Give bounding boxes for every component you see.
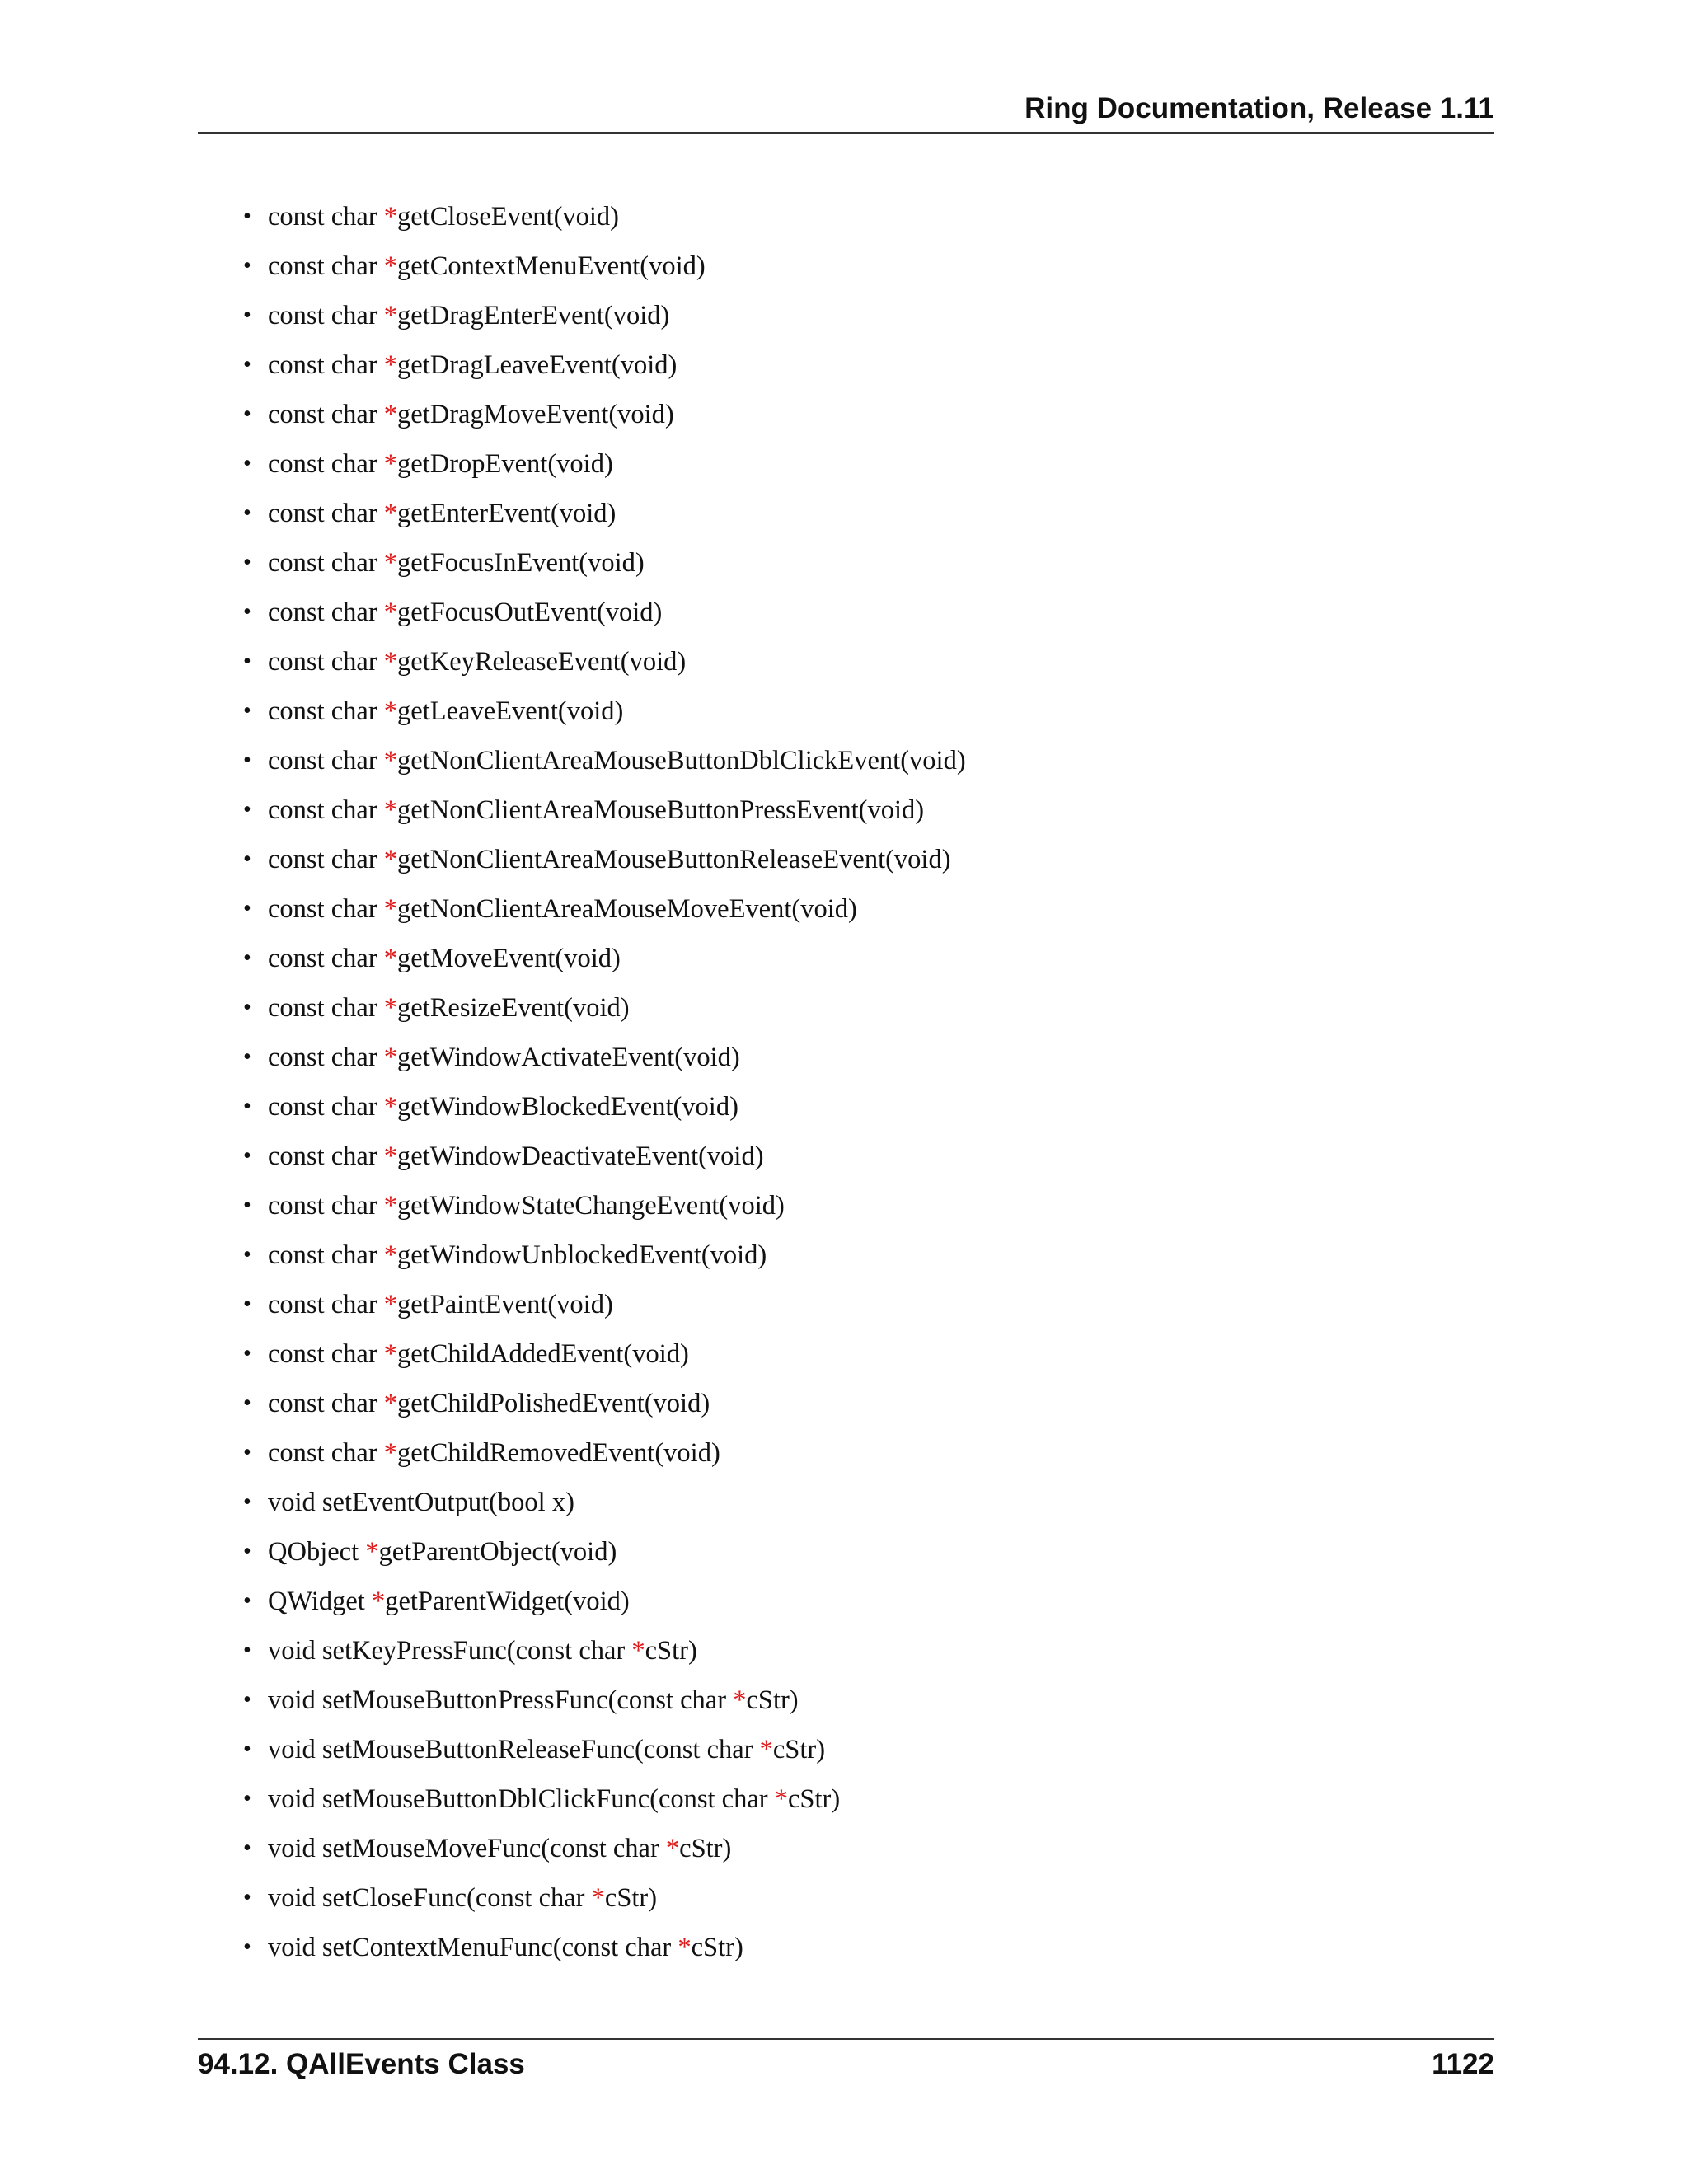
bullet-icon: • [243, 1094, 251, 1119]
pointer-asterisk: * [383, 301, 398, 330]
method-signature-suffix: getChildRemovedEvent(void) [397, 1438, 720, 1468]
bullet-icon: • [243, 204, 251, 229]
method-list-item [239, 736, 966, 785]
pointer-asterisk: * [383, 1043, 398, 1072]
pointer-asterisk: * [774, 1784, 788, 1814]
method-list-item [239, 1329, 966, 1379]
method-signature-prefix: const char [268, 1240, 384, 1270]
bullet-icon: • [243, 1489, 251, 1515]
method-list-item [239, 1527, 966, 1577]
pointer-asterisk: * [383, 202, 398, 232]
method-signature-prefix: const char [268, 548, 384, 578]
method-list-item [239, 489, 966, 538]
method-list-item [239, 1774, 966, 1824]
pointer-asterisk: * [383, 1389, 398, 1418]
method-signature-suffix: getWindowDeactivateEvent(void) [397, 1141, 764, 1171]
method-signature-prefix: void setMouseButtonPressFunc(const char [268, 1685, 734, 1715]
pointer-asterisk: * [591, 1883, 605, 1913]
method-list-item [239, 439, 966, 489]
method-signature-prefix: void setCloseFunc(const char [268, 1883, 592, 1913]
pointer-asterisk: * [383, 845, 398, 874]
method-signature-prefix: const char [268, 202, 384, 232]
bullet-icon: • [243, 253, 251, 279]
method-signature-prefix: void setKeyPressFunc(const char [268, 1636, 632, 1666]
pointer-asterisk: * [383, 1438, 398, 1468]
method-list-item [239, 785, 966, 835]
method-signature-suffix: cStr) [691, 1933, 743, 1962]
method-list-item [239, 1181, 966, 1230]
bullet-icon: • [243, 1588, 251, 1614]
method-list-item [239, 192, 966, 241]
method-list-item [239, 390, 966, 439]
method-signature-prefix: const char [268, 696, 384, 726]
method-list-item [239, 241, 966, 291]
method-signature-suffix: getChildAddedEvent(void) [397, 1339, 689, 1369]
bullet-icon: • [243, 846, 251, 872]
bullet-icon: • [243, 599, 251, 625]
method-signature-suffix: getParentObject(void) [378, 1537, 617, 1567]
method-list-item [239, 1478, 966, 1527]
method-list-item [239, 1824, 966, 1873]
method-signature-suffix: getDragLeaveEvent(void) [397, 350, 678, 380]
bullet-icon: • [243, 1687, 251, 1713]
method-signature-suffix: cStr) [604, 1883, 658, 1913]
bullet-icon: • [243, 1934, 251, 1960]
bullet-icon: • [243, 995, 251, 1020]
bullet-icon: • [243, 500, 251, 526]
method-signature-prefix: const char [268, 647, 384, 677]
bullet-icon: • [243, 649, 251, 674]
method-signature-suffix: getParentWidget(void) [385, 1586, 630, 1616]
method-list-item [239, 687, 966, 736]
pointer-asterisk: * [383, 1191, 398, 1221]
bullet-icon: • [243, 1835, 251, 1861]
method-signature-prefix: const char [268, 1389, 384, 1418]
method-signature-prefix: void setContextMenuFunc(const char [268, 1933, 678, 1962]
method-list-item [239, 1626, 966, 1675]
bullet-icon: • [243, 1638, 251, 1663]
method-signature-suffix: getNonClientAreaMouseButtonDblClickEvent(void) [397, 746, 966, 776]
bullet-icon: • [243, 1193, 251, 1218]
pointer-asterisk: * [383, 894, 398, 924]
method-list-item [239, 1923, 966, 1972]
pointer-asterisk: * [383, 1339, 398, 1369]
method-signature-suffix: getDropEvent(void) [397, 449, 613, 479]
method-signature-prefix: const char [268, 301, 384, 330]
bullet-icon: • [243, 550, 251, 575]
method-list-item [239, 637, 966, 687]
bullet-icon: • [243, 797, 251, 823]
pointer-asterisk: * [383, 944, 398, 973]
method-list-item [239, 884, 966, 934]
bullet-icon: • [243, 896, 251, 921]
method-signature-prefix: const char [268, 746, 384, 776]
method-list-item [239, 538, 966, 588]
method-signature-suffix: getResizeEvent(void) [397, 993, 630, 1023]
bullet-icon: • [243, 1143, 251, 1169]
bullet-icon: • [243, 1390, 251, 1416]
pointer-asterisk: * [383, 696, 398, 726]
method-signature-prefix: const char [268, 993, 384, 1023]
method-signature-prefix: const char [268, 845, 384, 874]
bullet-icon: • [243, 945, 251, 971]
pointer-asterisk: * [383, 251, 398, 281]
pointer-asterisk: * [383, 795, 398, 825]
method-signature-suffix: getPaintEvent(void) [397, 1290, 613, 1319]
method-list-item [239, 1379, 966, 1428]
method-signature-suffix: cStr) [772, 1735, 826, 1765]
bullet-icon: • [243, 748, 251, 773]
method-signature-suffix: getWindowStateChangeEvent(void) [397, 1191, 785, 1221]
method-signature-suffix: cStr) [787, 1784, 841, 1814]
pointer-asterisk: * [733, 1685, 747, 1715]
method-signature-prefix: const char [268, 1438, 384, 1468]
method-signature-suffix: getFocusInEvent(void) [397, 548, 645, 578]
pointer-asterisk: * [383, 548, 398, 578]
method-signature-prefix: const char [268, 795, 384, 825]
method-list-item [239, 1675, 966, 1725]
bullet-icon: • [243, 698, 251, 724]
pointer-asterisk: * [383, 1290, 398, 1319]
pointer-asterisk: * [383, 598, 398, 627]
method-signature-prefix: const char [268, 894, 384, 924]
method-signature-prefix: const char [268, 251, 384, 281]
method-list-item [239, 1033, 966, 1082]
method-signature-suffix: getWindowActivateEvent(void) [397, 1043, 740, 1072]
method-signature-prefix: const char [268, 499, 384, 528]
method-signature-prefix: QObject [268, 1537, 366, 1567]
pointer-asterisk: * [383, 499, 398, 528]
page-number: 1122 [1432, 2048, 1494, 2080]
method-list-item [239, 1082, 966, 1132]
method-signature-prefix: void setMouseButtonReleaseFunc(const char [268, 1735, 760, 1765]
method-signature-suffix: getFocusOutEvent(void) [397, 598, 663, 627]
method-signature-suffix: getCloseEvent(void) [397, 202, 619, 232]
bullet-icon: • [243, 302, 251, 328]
pointer-asterisk: * [383, 400, 398, 429]
method-list-item [239, 1428, 966, 1478]
pointer-asterisk: * [383, 1092, 398, 1122]
pointer-asterisk: * [383, 449, 398, 479]
method-list-item [239, 934, 966, 983]
method-signature-prefix: const char [268, 598, 384, 627]
method-signature-suffix: getMoveEvent(void) [397, 944, 621, 973]
method-list-item [239, 1873, 966, 1923]
pointer-asterisk: * [371, 1586, 386, 1616]
bullet-icon: • [243, 1786, 251, 1811]
bullet-icon: • [243, 1440, 251, 1465]
pointer-asterisk: * [383, 350, 398, 380]
bullet-icon: • [243, 1736, 251, 1762]
method-list-item [239, 588, 966, 637]
method-signature-suffix: cStr) [645, 1636, 697, 1666]
method-list [239, 192, 966, 1972]
bullet-icon: • [243, 451, 251, 476]
bullet-icon: • [243, 1341, 251, 1366]
method-signature-suffix: getDragEnterEvent(void) [397, 301, 670, 330]
bullet-icon: • [243, 352, 251, 377]
bullet-icon: • [243, 1539, 251, 1564]
method-signature-suffix: getLeaveEvent(void) [397, 696, 624, 726]
method-signature-prefix: const char [268, 449, 384, 479]
method-signature-suffix: getChildPolishedEvent(void) [397, 1389, 710, 1418]
pointer-asterisk: * [365, 1537, 379, 1567]
method-signature-suffix: getEnterEvent(void) [397, 499, 617, 528]
bullet-icon: • [243, 1242, 251, 1268]
method-signature-suffix: getKeyReleaseEvent(void) [397, 647, 687, 677]
method-list-item [239, 1132, 966, 1181]
pointer-asterisk: * [383, 993, 398, 1023]
section-title: 94.12. QAllEvents Class [198, 2048, 525, 2080]
method-list-item [239, 983, 966, 1033]
method-signature-prefix: const char [268, 400, 384, 429]
method-signature-suffix: getNonClientAreaMouseButtonPressEvent(void) [397, 795, 925, 825]
method-list-item [239, 340, 966, 390]
method-signature-prefix: const char [268, 1141, 384, 1171]
method-signature-prefix: const char [268, 1092, 384, 1122]
pointer-asterisk: * [383, 1240, 398, 1270]
method-signature-suffix: cStr) [679, 1834, 732, 1863]
document-title: Ring Documentation, Release 1.11 [1025, 92, 1494, 124]
bullet-icon: • [243, 1044, 251, 1070]
method-signature-suffix: getDragMoveEvent(void) [397, 400, 674, 429]
method-signature-prefix: const char [268, 1339, 384, 1369]
page-header [198, 92, 1494, 134]
pointer-asterisk: * [383, 746, 398, 776]
method-list-item [239, 1230, 966, 1280]
method-signature-prefix: void setMouseMoveFunc(const char [268, 1834, 666, 1863]
bullet-icon: • [243, 401, 251, 427]
method-signature-prefix: const char [268, 1043, 384, 1072]
pointer-asterisk: * [383, 1141, 398, 1171]
method-signature-suffix: getNonClientAreaMouseButtonReleaseEvent(void) [397, 845, 951, 874]
method-signature-prefix: void setMouseButtonDblClickFunc(const char [268, 1784, 775, 1814]
pointer-asterisk: * [665, 1834, 680, 1863]
method-signature-prefix: const char [268, 1191, 384, 1221]
method-signature-prefix: QWidget [268, 1586, 372, 1616]
page-footer [198, 2038, 1494, 2080]
method-list-item [239, 291, 966, 340]
method-signature-prefix: const char [268, 350, 384, 380]
method-signature-prefix: const char [268, 944, 384, 973]
pointer-asterisk: * [759, 1735, 773, 1765]
method-signature-suffix: cStr) [746, 1685, 799, 1715]
bullet-icon: • [243, 1291, 251, 1317]
bullet-icon: • [243, 1885, 251, 1910]
method-list-item [239, 835, 966, 884]
pointer-asterisk: * [678, 1933, 692, 1962]
method-signature-prefix: const char [268, 1290, 384, 1319]
method-signature-suffix: getWindowUnblockedEvent(void) [397, 1240, 767, 1270]
pointer-asterisk: * [631, 1636, 645, 1666]
method-list-item [239, 1280, 966, 1329]
method-list-item [239, 1725, 966, 1774]
pointer-asterisk: * [383, 647, 398, 677]
method-signature-suffix: getContextMenuEvent(void) [397, 251, 706, 281]
method-list-item [239, 1577, 966, 1626]
method-signature-suffix: getWindowBlockedEvent(void) [397, 1092, 738, 1122]
method-signature-suffix: getNonClientAreaMouseMoveEvent(void) [397, 894, 857, 924]
method-signature-prefix: void setEventOutput(bool x) [268, 1488, 574, 1517]
